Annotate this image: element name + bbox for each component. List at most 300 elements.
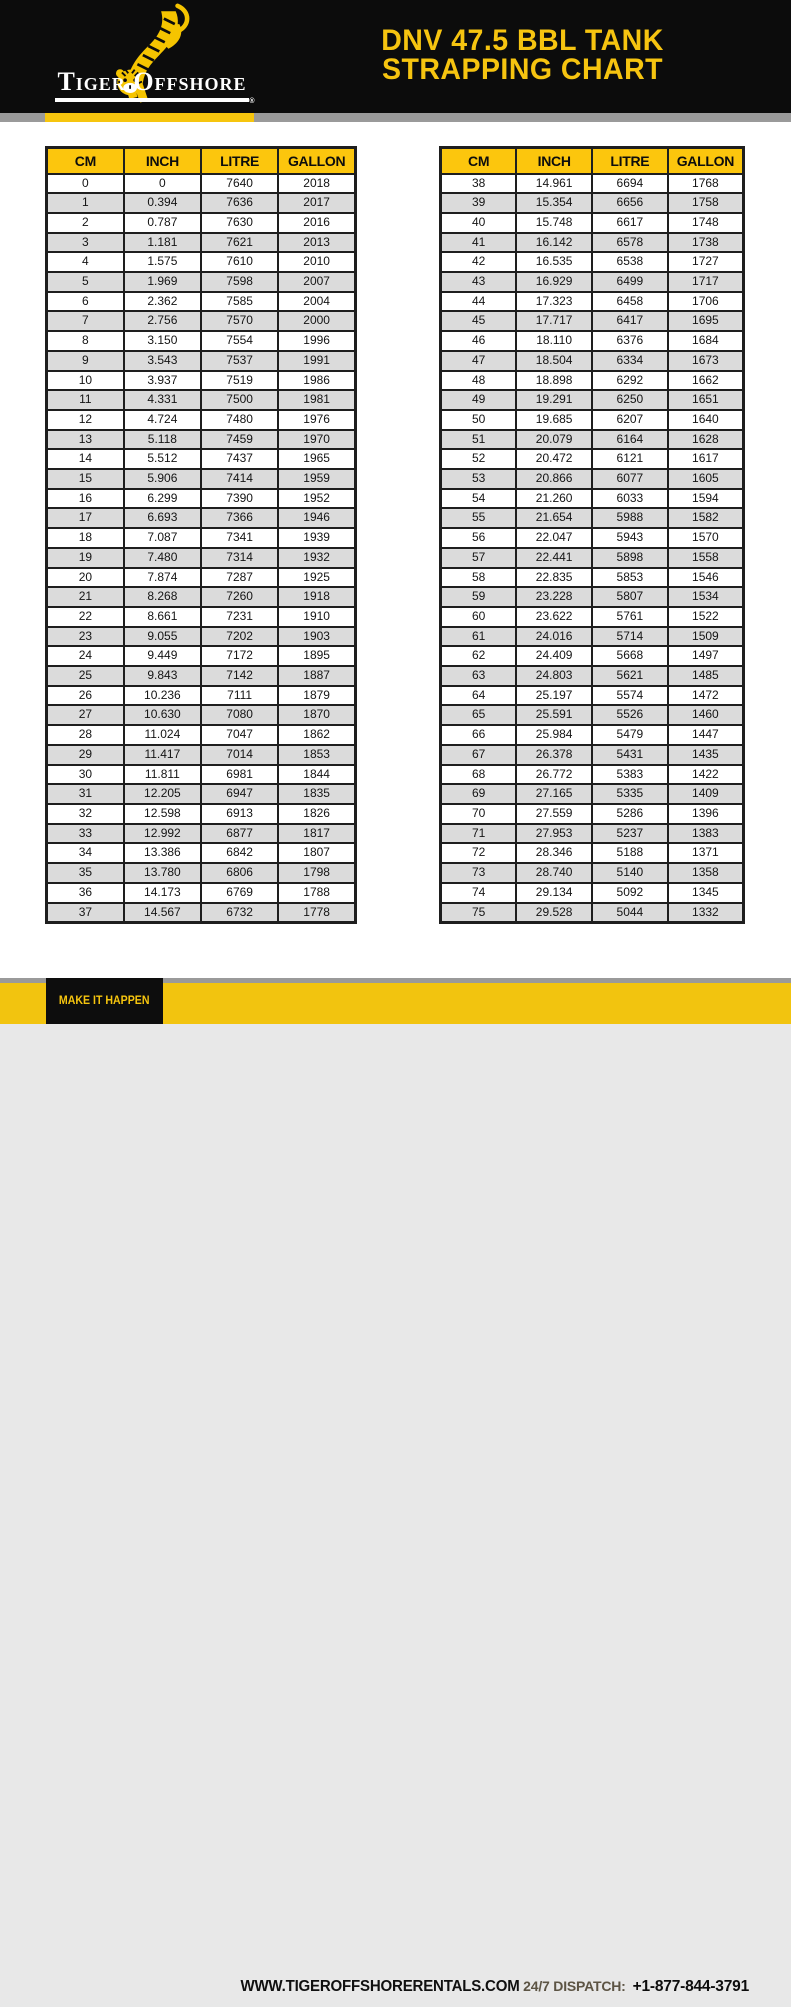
table-cell: 1981 [278, 390, 355, 410]
table-cell: 7519 [201, 371, 278, 391]
column-header-litre: LITRE [201, 148, 278, 174]
table-row [441, 587, 744, 607]
table-cell: 7260 [201, 587, 278, 607]
table-cell: 2 [47, 213, 124, 233]
table-cell: 60 [441, 607, 517, 627]
table-cell: 1522 [668, 607, 744, 627]
table-cell: 6292 [592, 371, 668, 391]
table-cell: 30 [47, 765, 124, 785]
table-cell: 54 [441, 489, 517, 509]
table-cell: 7640 [201, 174, 278, 194]
table-cell: 17.323 [516, 292, 592, 312]
table-row [441, 371, 744, 391]
table-cell: 6732 [201, 903, 278, 923]
table-row [441, 331, 744, 351]
table-cell: 8 [47, 331, 124, 351]
table-cell: 1684 [668, 331, 744, 351]
table-cell: 1862 [278, 725, 355, 745]
footer-tagline: MAKE IT HAPPEN [59, 995, 150, 1007]
table-cell: 7341 [201, 528, 278, 548]
column-header-litre: LITRE [592, 148, 668, 174]
table-cell: 5668 [592, 646, 668, 666]
table-cell: 2004 [278, 292, 355, 312]
table-cell: 69 [441, 784, 517, 804]
registered-trademark: ® [249, 98, 256, 105]
table-cell: 7390 [201, 489, 278, 509]
table-cell: 22.835 [516, 568, 592, 588]
table-cell: 16.142 [516, 233, 592, 253]
table-cell: 7437 [201, 449, 278, 469]
column-header-cm: CM [47, 148, 124, 174]
table-row [441, 883, 744, 903]
footer-website-link[interactable]: WWW.TIGEROFFSHORERENTALS.COM [240, 1978, 520, 1995]
table-cell: 7047 [201, 725, 278, 745]
table-cell: 1435 [668, 745, 744, 765]
table-header-row [47, 148, 356, 174]
table-cell: 7630 [201, 213, 278, 233]
table-cell: 33 [47, 824, 124, 844]
table-cell: 26.378 [516, 745, 592, 765]
table-cell: 9.843 [124, 666, 201, 686]
table-cell: 25.591 [516, 705, 592, 725]
table-row [441, 627, 744, 647]
table-cell: 34 [47, 843, 124, 863]
table-cell: 28.740 [516, 863, 592, 883]
table-row [441, 824, 744, 844]
table-cell: 7366 [201, 508, 278, 528]
table-row [47, 371, 356, 391]
table-cell: 12.205 [124, 784, 201, 804]
table-cell: 6656 [592, 193, 668, 213]
table-cell: 0 [47, 174, 124, 194]
table-cell: 6981 [201, 765, 278, 785]
table-cell: 15 [47, 469, 124, 489]
table-cell: 12.598 [124, 804, 201, 824]
table-cell: 7598 [201, 272, 278, 292]
table-cell: 12 [47, 410, 124, 430]
table-cell: 1570 [668, 528, 744, 548]
table-cell: 44 [441, 292, 517, 312]
table-cell: 23.228 [516, 587, 592, 607]
table-cell: 5.118 [124, 430, 201, 450]
table-row [441, 843, 744, 863]
table-cell: 7500 [201, 390, 278, 410]
table-cell: 7172 [201, 646, 278, 666]
table-cell: 73 [441, 863, 517, 883]
table-cell: 10.630 [124, 705, 201, 725]
table-cell: 3 [47, 233, 124, 253]
table-cell: 2010 [278, 252, 355, 272]
table-cell: 31 [47, 784, 124, 804]
table-cell: 7202 [201, 627, 278, 647]
table-cell: 40 [441, 213, 517, 233]
table-cell: 3.937 [124, 371, 201, 391]
table-row [441, 351, 744, 371]
table-cell: 6499 [592, 272, 668, 292]
table-cell: 1939 [278, 528, 355, 548]
table-cell: 5479 [592, 725, 668, 745]
table-cell: 20.866 [516, 469, 592, 489]
table-row [47, 804, 356, 824]
table-cell: 2000 [278, 311, 355, 331]
table-row [47, 331, 356, 351]
table-cell: 7459 [201, 430, 278, 450]
table-row [47, 784, 356, 804]
table-row [441, 568, 744, 588]
table-cell: 1345 [668, 883, 744, 903]
table-cell: 1558 [668, 548, 744, 568]
table-cell: 5988 [592, 508, 668, 528]
table-cell: 6694 [592, 174, 668, 194]
table-row [441, 272, 744, 292]
table-row [441, 390, 744, 410]
table-cell: 7610 [201, 252, 278, 272]
table-row [47, 449, 356, 469]
tiger-offshore-logo [42, 2, 262, 110]
table-cell: 4.724 [124, 410, 201, 430]
table-cell: 7 [47, 311, 124, 331]
table-cell: 8.268 [124, 587, 201, 607]
table-cell: 3.543 [124, 351, 201, 371]
table-cell: 1706 [668, 292, 744, 312]
table-cell: 27.165 [516, 784, 592, 804]
table-cell: 2016 [278, 213, 355, 233]
table-cell: 11 [47, 390, 124, 410]
table-cell: 1895 [278, 646, 355, 666]
table-row [47, 489, 356, 509]
table-cell: 6250 [592, 390, 668, 410]
table-cell: 6913 [201, 804, 278, 824]
table-cell: 1768 [668, 174, 744, 194]
table-cell: 24.803 [516, 666, 592, 686]
table-cell: 11.024 [124, 725, 201, 745]
table-cell: 1594 [668, 489, 744, 509]
table-cell: 27 [47, 705, 124, 725]
table-cell: 1422 [668, 765, 744, 785]
table-row [441, 469, 744, 489]
table-cell: 56 [441, 528, 517, 548]
table-row [441, 174, 744, 194]
table-cell: 9 [47, 351, 124, 371]
table-cell: 21.654 [516, 508, 592, 528]
table-cell: 7570 [201, 311, 278, 331]
column-header-inch: INCH [124, 148, 201, 174]
table-cell: 25.197 [516, 686, 592, 706]
table-cell: 32 [47, 804, 124, 824]
table-cell: 21 [47, 587, 124, 607]
table-row [441, 903, 744, 923]
table-cell: 1409 [668, 784, 744, 804]
table-cell: 25 [47, 666, 124, 686]
table-cell: 2007 [278, 272, 355, 292]
table-cell: 7585 [201, 292, 278, 312]
table-cell: 5 [47, 272, 124, 292]
table-cell: 1887 [278, 666, 355, 686]
table-cell: 6947 [201, 784, 278, 804]
table-cell: 1582 [668, 508, 744, 528]
brand-text [55, 67, 256, 105]
table-cell: 6077 [592, 469, 668, 489]
dispatch-phone-number[interactable]: +1-877-844-3791 [632, 1978, 749, 1995]
table-row [47, 666, 356, 686]
table-cell: 0.394 [124, 193, 201, 213]
table-cell: 16.535 [516, 252, 592, 272]
table-cell: 18.110 [516, 331, 592, 351]
table-cell: 6.299 [124, 489, 201, 509]
table-row [47, 311, 356, 331]
table-row [47, 627, 356, 647]
table-cell: 14.173 [124, 883, 201, 903]
column-header-cm: CM [441, 148, 517, 174]
table-cell: 5383 [592, 765, 668, 785]
table-cell: 7414 [201, 469, 278, 489]
table-cell: 6806 [201, 863, 278, 883]
table-row [441, 233, 744, 253]
table-cell: 1879 [278, 686, 355, 706]
table-cell: 1932 [278, 548, 355, 568]
table-cell: 9.055 [124, 627, 201, 647]
table-cell: 1991 [278, 351, 355, 371]
table-cell: 1918 [278, 587, 355, 607]
table-cell: 1 [47, 193, 124, 213]
table-row [441, 528, 744, 548]
table-row [47, 686, 356, 706]
table-cell: 4.331 [124, 390, 201, 410]
table-cell: 25.984 [516, 725, 592, 745]
table-cell: 6334 [592, 351, 668, 371]
table-cell: 7636 [201, 193, 278, 213]
table-cell: 1673 [668, 351, 744, 371]
table-cell: 1396 [668, 804, 744, 824]
table-cell: 1738 [668, 233, 744, 253]
table-cell: 11.811 [124, 765, 201, 785]
table-cell: 0.787 [124, 213, 201, 233]
table-cell: 15.354 [516, 193, 592, 213]
table-row [47, 252, 356, 272]
table-cell: 22.047 [516, 528, 592, 548]
table-cell: 1778 [278, 903, 355, 923]
table-row [47, 351, 356, 371]
table-cell: 7314 [201, 548, 278, 568]
table-cell: 5140 [592, 863, 668, 883]
table-cell: 5574 [592, 686, 668, 706]
table-row [441, 548, 744, 568]
table-cell: 5335 [592, 784, 668, 804]
table-row [47, 469, 356, 489]
table-cell: 1952 [278, 489, 355, 509]
table-row [441, 311, 744, 331]
table-row [441, 863, 744, 883]
table-cell: 1996 [278, 331, 355, 351]
table-cell: 37 [47, 903, 124, 923]
table-row [47, 745, 356, 765]
table-cell: 26 [47, 686, 124, 706]
table-row [47, 607, 356, 627]
table-cell: 1748 [668, 213, 744, 233]
table-cell: 5761 [592, 607, 668, 627]
table-cell: 71 [441, 824, 517, 844]
table-cell: 5621 [592, 666, 668, 686]
table-row [47, 390, 356, 410]
table-cell: 7080 [201, 705, 278, 725]
table-cell: 6842 [201, 843, 278, 863]
table-cell: 39 [441, 193, 517, 213]
table-cell: 15.748 [516, 213, 592, 233]
table-cell: 20.472 [516, 449, 592, 469]
table-cell: 19 [47, 548, 124, 568]
table-cell: 6121 [592, 449, 668, 469]
table-cell: 12.992 [124, 824, 201, 844]
page-title-line1: DNV 47.5 BBL TANK [381, 24, 664, 57]
table-cell: 3.150 [124, 331, 201, 351]
table-cell: 1965 [278, 449, 355, 469]
table-cell: 1910 [278, 607, 355, 627]
table-cell: 27.559 [516, 804, 592, 824]
table-cell: 13 [47, 430, 124, 450]
table-cell: 24 [47, 646, 124, 666]
table-cell: 17 [47, 508, 124, 528]
table-cell: 67 [441, 745, 517, 765]
table-cell: 64 [441, 686, 517, 706]
footer-dispatch [523, 1966, 749, 2007]
table-cell: 20.079 [516, 430, 592, 450]
table-cell: 7142 [201, 666, 278, 686]
table-cell: 27.953 [516, 824, 592, 844]
table-cell: 2017 [278, 193, 355, 213]
table-cell: 1332 [668, 903, 744, 923]
table-cell: 1546 [668, 568, 744, 588]
table-cell: 1853 [278, 745, 355, 765]
table-cell: 42 [441, 252, 517, 272]
brand-second-word: Offshore [133, 67, 247, 96]
table-cell: 62 [441, 646, 517, 666]
table-cell: 6033 [592, 489, 668, 509]
table-cell: 24.016 [516, 627, 592, 647]
table-row [47, 410, 356, 430]
table-cell: 14.567 [124, 903, 201, 923]
table-row [441, 804, 744, 824]
table-cell: 5092 [592, 883, 668, 903]
table-cell: 28.346 [516, 843, 592, 863]
table-cell: 19.685 [516, 410, 592, 430]
table-cell: 2013 [278, 233, 355, 253]
table-cell: 53 [441, 469, 517, 489]
column-header-gallon: GALLON [668, 148, 744, 174]
table-cell: 1617 [668, 449, 744, 469]
table-cell: 20 [47, 568, 124, 588]
table-row [441, 745, 744, 765]
table-cell: 1976 [278, 410, 355, 430]
table-row [47, 233, 356, 253]
table-cell: 5807 [592, 587, 668, 607]
table-cell: 26.772 [516, 765, 592, 785]
strapping-table-right [439, 146, 745, 924]
table-cell: 55 [441, 508, 517, 528]
table-row [47, 863, 356, 883]
table-cell: 5044 [592, 903, 668, 923]
table-cell: 22 [47, 607, 124, 627]
table-row [47, 272, 356, 292]
table-row [441, 508, 744, 528]
table-row [47, 508, 356, 528]
brand-text-wrap [42, 67, 262, 105]
column-header-gallon: GALLON [278, 148, 355, 174]
table-cell: 23 [47, 627, 124, 647]
table-cell: 16 [47, 489, 124, 509]
table-row [441, 449, 744, 469]
table-cell: 10 [47, 371, 124, 391]
table-cell: 18.898 [516, 371, 592, 391]
table-cell: 14 [47, 449, 124, 469]
table-cell: 61 [441, 627, 517, 647]
table-cell: 46 [441, 331, 517, 351]
table-cell: 45 [441, 311, 517, 331]
table-row [441, 646, 744, 666]
table-cell: 21.260 [516, 489, 592, 509]
table-cell: 1946 [278, 508, 355, 528]
table-cell: 19.291 [516, 390, 592, 410]
table-cell: 72 [441, 843, 517, 863]
table-cell: 75 [441, 903, 517, 923]
table-cell: 6769 [201, 883, 278, 903]
table-cell: 6417 [592, 311, 668, 331]
table-cell: 1472 [668, 686, 744, 706]
table-row [47, 568, 356, 588]
table-cell: 1727 [668, 252, 744, 272]
table-cell: 18.504 [516, 351, 592, 371]
table-row [47, 765, 356, 785]
table-cell: 1662 [668, 371, 744, 391]
table-cell: 70 [441, 804, 517, 824]
table-cell: 1485 [668, 666, 744, 686]
table-cell: 7287 [201, 568, 278, 588]
table-cell: 7.087 [124, 528, 201, 548]
table-cell: 5431 [592, 745, 668, 765]
table-cell: 1903 [278, 627, 355, 647]
table-cell: 23.622 [516, 607, 592, 627]
header-bar [0, 0, 791, 113]
table-cell: 1497 [668, 646, 744, 666]
table-cell: 1371 [668, 843, 744, 863]
table-cell: 59 [441, 587, 517, 607]
table-cell: 1.969 [124, 272, 201, 292]
table-cell: 66 [441, 725, 517, 745]
table-row [441, 784, 744, 804]
table-cell: 1717 [668, 272, 744, 292]
table-cell: 7111 [201, 686, 278, 706]
table-cell: 1817 [278, 824, 355, 844]
table-cell: 2.362 [124, 292, 201, 312]
table-cell: 24.409 [516, 646, 592, 666]
table-row [47, 883, 356, 903]
table-row [47, 725, 356, 745]
table-cell: 1651 [668, 390, 744, 410]
table-cell: 1447 [668, 725, 744, 745]
table-cell: 7480 [201, 410, 278, 430]
table-row [441, 292, 744, 312]
table-header-row [441, 148, 744, 174]
table-row [47, 528, 356, 548]
footer-tagline-box [46, 978, 163, 1024]
table-cell: 7621 [201, 233, 278, 253]
table-row [47, 174, 356, 194]
table-cell: 1959 [278, 469, 355, 489]
table-cell: 0 [124, 174, 201, 194]
table-cell: 7537 [201, 351, 278, 371]
page-title-line2: STRAPPING CHART [381, 53, 664, 86]
table-cell: 10.236 [124, 686, 201, 706]
table-row [47, 213, 356, 233]
